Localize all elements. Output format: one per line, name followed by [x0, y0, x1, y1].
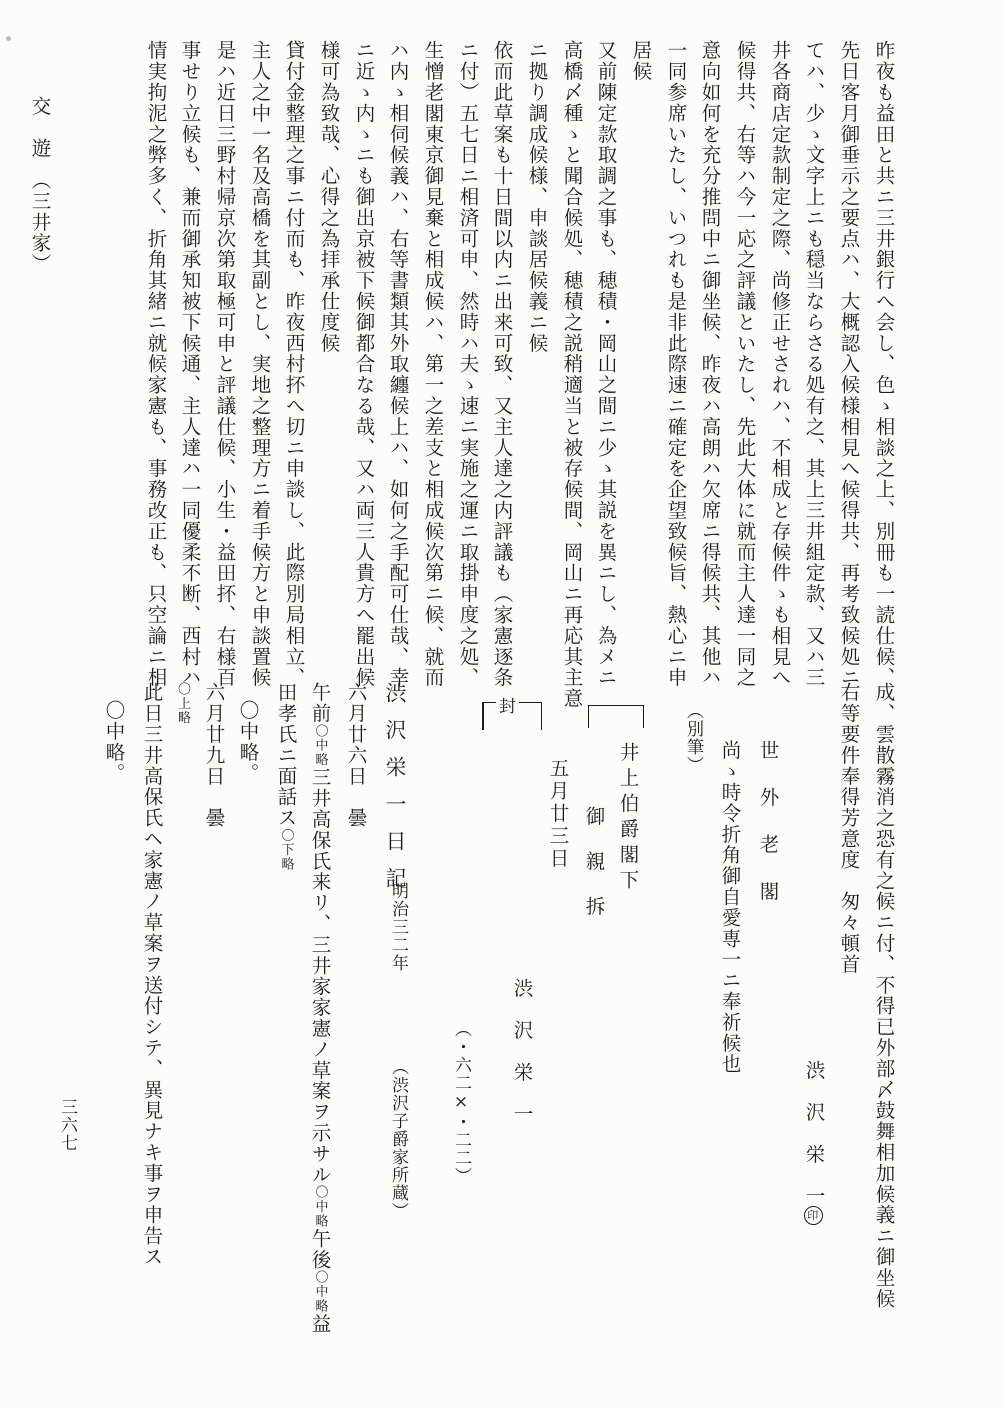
diary-entry-1-line-2 [276, 682, 296, 872]
envelope-bracket [588, 705, 644, 728]
upper-line-15: ハ内ゝ相伺候義ハ、右等書類其外取纏候上ハ、如何之手配可仕哉、幸 [386, 40, 410, 688]
running-title: 交 遊 （三井家） [28, 96, 52, 275]
sender-signature [804, 1060, 824, 1225]
entry-1-continue: 益 [308, 1313, 332, 1335]
upper-line-22: 情実拘泥之弊多く、折角其緒ニ就候家憲も、事務改正も、只空論ニ相 [144, 40, 168, 688]
upper-line-13: ニ付）五七日ニ相済可申、然時ハ夫ゝ速ニ実施之運ニ取掛申度之処、 [456, 40, 480, 688]
upper-line-7: 一同参席いたし、いつれも是非此際速ニ確定を企望致候旨、熱心ニ申 [664, 40, 688, 688]
envelope-sender: 渋 沢 栄 一 [510, 978, 534, 1125]
diary-title: 渋沢栄一日記 [383, 682, 407, 904]
upper-line-4: 井各商店定款制定之際、尚修正せされハ、不相成と存候件ゝも相見へ [768, 40, 792, 688]
seal-stamp: 印 [804, 1206, 823, 1225]
recipient-line: 世 外 老 閣 [756, 740, 780, 905]
entry-1-morning: 午前 [308, 682, 332, 724]
upper-line-19: 主人之中一名及高橋を其副とし、実地之整理方ニ着手候方と申談置候 [248, 40, 272, 688]
upper-line-21: 事せり立候も、兼而御承知被下候通、主人達ハ一同優柔不断、西村ハ [178, 40, 202, 688]
upper-line-11: ニ拠り調成候様、申談居候義ニ候 [525, 40, 549, 354]
omission-mark: 〇下略 [278, 828, 294, 872]
envelope-recipient: 井上伯爵閣下 [616, 742, 640, 895]
diary-entry-2-date: 六月廿九日 曇 [202, 682, 226, 829]
envelope-seal-frame [482, 697, 542, 732]
diary-entry-2-text: 此日三井高保氏ヘ家憲ノ草案ヲ送付シテ、異見ナキ事ヲ申告ス [140, 682, 164, 1268]
sender-name: 渋 沢 栄 一 [802, 1060, 826, 1207]
upper-line-17: 様可為致哉、心得之為拝承仕度候 [317, 40, 341, 354]
seal-frame-right [541, 702, 543, 730]
omission-mark: 〇中略 [312, 1270, 328, 1314]
diary-entry-1-date: 六月廿六日 曇 [344, 682, 368, 829]
upper-line-10: 高橋〆種ゝと聞合候処、穂積之説稍適当と被存候間、岡山ニ再応其主意 [560, 40, 584, 709]
omission-line: 〇中略。 [236, 700, 260, 784]
upper-line-5: 候得共、右等ハ今一応之評議といたし、先此大体に就而主人達一同之 [733, 40, 757, 688]
envelope-honorific: 御 親 拆 [582, 806, 606, 919]
envelope-date: 五月廿三日 [546, 758, 570, 871]
entry-1-meeting: 田孝氏ニ面話ス [274, 682, 298, 829]
page-number: 三六七 [57, 1098, 77, 1152]
upper-line-14: 生憎老閣東京御見棄と相成候ハ、第一之差支と相成候次第ニ候、就而 [421, 40, 445, 688]
diary-year: 明治三二年 [388, 882, 408, 972]
omission-mark: 〇中略 [312, 723, 328, 768]
scan-speck [6, 36, 11, 41]
upper-line-2: 先日客月御垂示之要点ハ、大概認入候様相見へ候得共、再考致候処ニ [837, 40, 861, 688]
envelope-seal-label: 封 [496, 692, 519, 717]
upper-line-3: てハ、少ゝ文字上ニも穏当ならさる処有之、其上三井組定款、又ハ三 [802, 40, 826, 688]
postscript-line: 尚ゝ時令折角御自愛専一ニ奉祈候也 [718, 740, 742, 1075]
upper-line-9: 又前陳定款取調之事も、穂積・岡山之間ニ少ゝ其説を異ニし、為メニ [594, 40, 618, 688]
upper-line-8: 居候 [629, 40, 653, 82]
upper-line-12: 依而此草案も十日間以内ニ出来可致、又主人達之内評議も（家憲逐条 [490, 40, 514, 688]
archive-number: （・六二×・二二） [451, 1020, 471, 1185]
upper-line-18: 貸付金整理之事ニ付而も、昨夜西村抔へ切ニ申談し、此際別局相立、 [282, 40, 306, 688]
upper-line-20: 是ハ近日三野村帰京次第取極可申と評議仕候、小生・益田抔、右様百 [213, 40, 237, 688]
upper-line-16: ニ近ゝ内ゝニも御出京被下候御都合なる哉、又ハ両三人貴方へ罷出候 [352, 40, 376, 688]
diary-entry-1-line-1 [310, 682, 330, 1334]
seal-frame-left [482, 702, 484, 730]
appendix-label: （別筆） [683, 702, 703, 774]
upper-line-6: 意向如何を充分推問中ニ御坐候、昨夜ハ高朗ハ欠席ニ得候共、其他ハ [698, 40, 722, 688]
entry-1-afternoon: 午後 [308, 1228, 332, 1271]
diary-source: （渋沢子爵家所蔵） [388, 1058, 408, 1220]
closing-line-1: 成、雲散霧消之恐有之候ニ付、不得已外部〆鼓舞相加候義ニ御坐候 [872, 682, 896, 1309]
omission-end: 〇中略。 [102, 700, 126, 784]
closing-line-2: 右等要件奉得芳意度 匆々頓首 [837, 682, 861, 975]
upper-line-1: 昨夜も益田と共ニ三井銀行へ会し、色ゝ相談之上、別冊も一読仕候、 [872, 40, 896, 688]
omission-mark: 〇中略 [312, 1185, 328, 1229]
omission-mark-before: 〇上略 [175, 682, 190, 726]
entry-1-main: 三井高保氏来リ、三井家家憲ノ草案ヲ示サル [308, 767, 332, 1186]
